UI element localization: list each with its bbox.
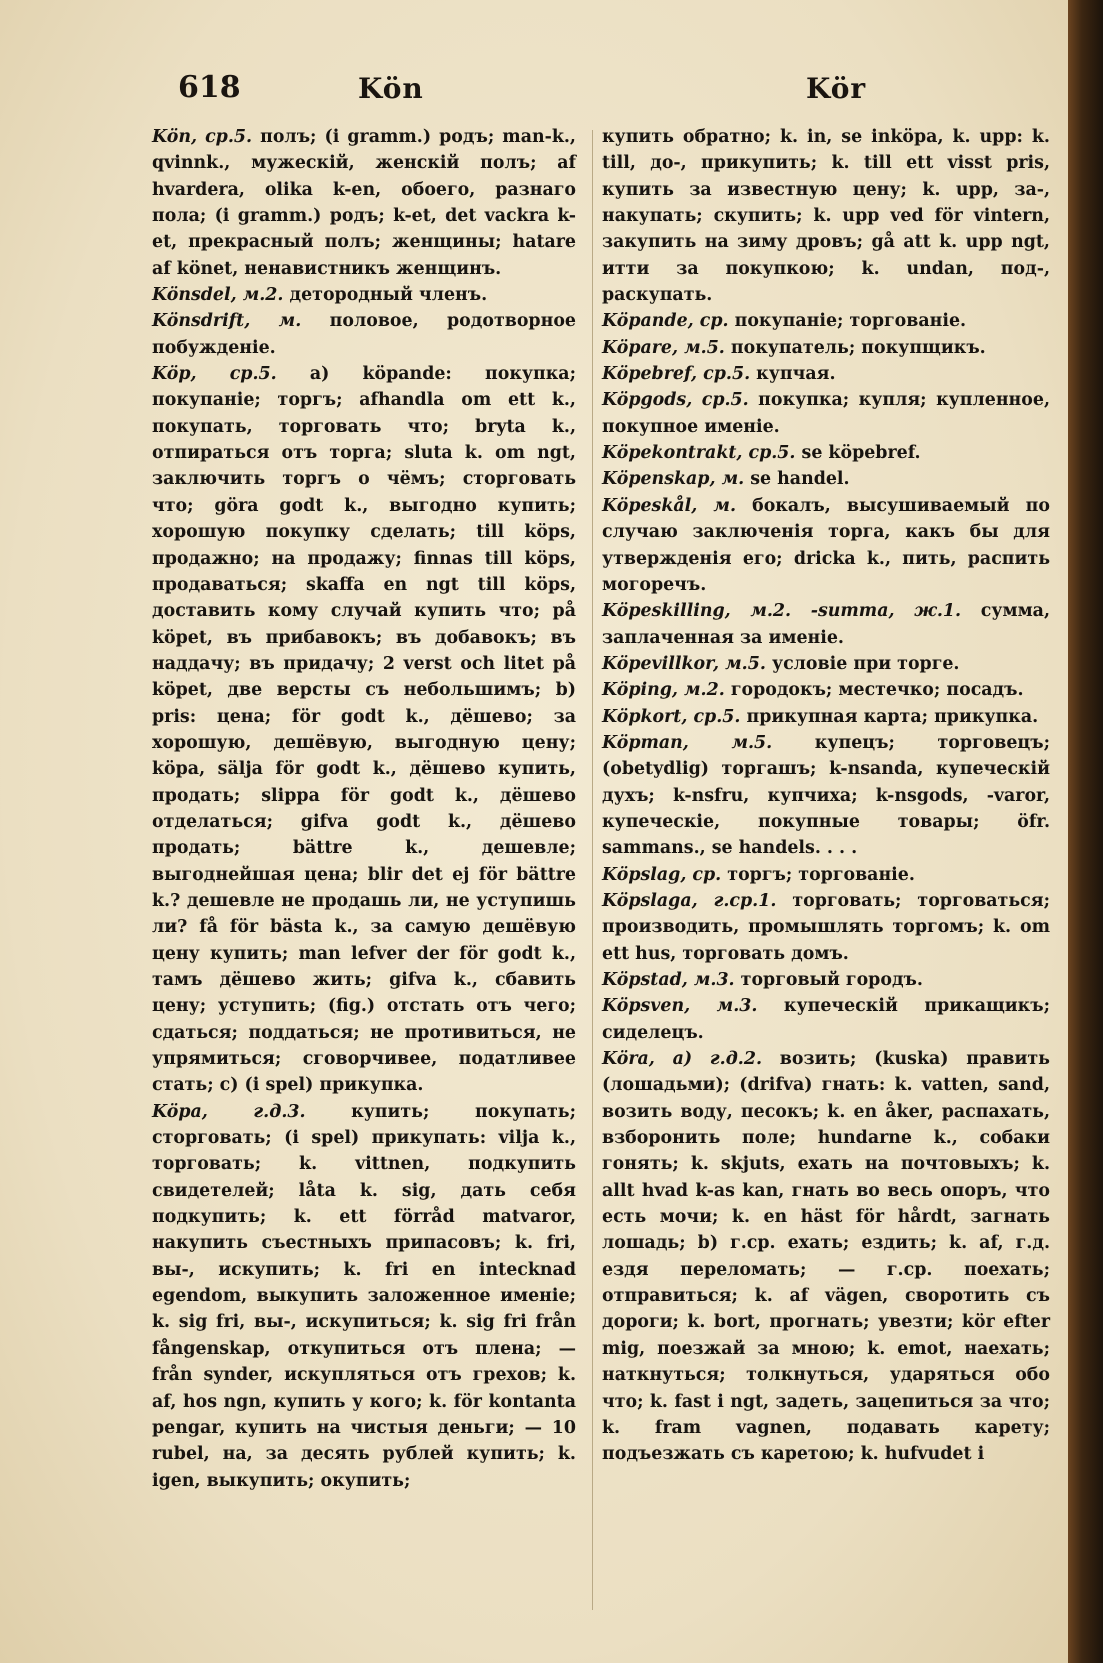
page-number: 618	[178, 70, 241, 105]
entry-headword: Köpslag,	[602, 864, 687, 885]
entry-headword: Köping,	[602, 680, 678, 701]
page-header	[0, 70, 1068, 110]
entry-headword: Köpa,	[152, 1101, 208, 1122]
entry-grammar: ср.5.	[687, 706, 741, 727]
running-head-left: Kön	[358, 72, 424, 105]
dictionary-entry	[152, 361, 576, 1099]
dictionary-entry	[602, 440, 1050, 466]
entry-grammar: ср.5.	[197, 127, 253, 147]
dictionary-entry	[602, 651, 1050, 677]
entry-headword: Köpevillkor,	[602, 653, 720, 674]
entry-grammar: г.д.3.	[207, 1101, 306, 1122]
entry-grammar: м.5.	[678, 337, 725, 358]
entry-headword: Köpare,	[602, 337, 679, 358]
entry-grammar: м.2. -summa, ж.1.	[730, 601, 962, 622]
dictionary-entry	[602, 361, 1050, 387]
entry-headword: Kön,	[152, 127, 198, 147]
dictionary-entry	[602, 704, 1050, 730]
entry-definition: покупатель; покупщикъ.	[724, 337, 986, 358]
dictionary-entry	[602, 493, 1050, 598]
entry-definition: условіе при торге.	[765, 653, 960, 674]
entry-definition: купчая.	[750, 364, 836, 385]
entry-definition: детородный членъ.	[283, 285, 488, 306]
entry-headword: Köpeskål,	[602, 495, 698, 516]
entry-grammar: ср.	[686, 864, 722, 885]
entry-grammar: ср.5.	[196, 364, 277, 385]
dictionary-entry	[602, 888, 1050, 967]
entry-definition: a) köpande: покупка; покупаніе; торгъ; afhandla om ett k., покупать, торговать что; bryta k., отпираться отъ торга; sluta k. om ngt, заключить торгъ о чёмъ; сторговать что; göra godt k., выгодно купить; хорошую покупку сделать; till köps, продажно; на продажу; finnas till köps, продаваться; skaffa en ngt till köps, доставить кому случай купить что; på köpet, въ прибавокъ; въ добавокъ; въ наддачу; въ придачу; 2 verst och litet på köpet, две версты съ небольшимъ; b) pris: цена; för godt k., дёшево; за хорошую, дешёвую, выгодную цену; köpa, sälja för godt k., дёшево купить, продать; slippa för godt k., дёшево отделаться; gifva godt k., дёшево продать; bättre k., дешевле; выгоднейшая цена; blir det ej för bättre k.? дешевле не продашь ли, не уступишь ли? få för bästa k., за самую дешёвую цену купить; man lefver der för godt k., тамъ дёшево жить; gifva k., сбавить цену; уступить; (fig.) отстать отъ чего; сдаться; поддаться; не противиться, не упрямиться; сговорчивее, податливее стать; c) (i spel) прикупка.	[152, 364, 576, 1096]
entry-grammar: ср.5.	[742, 443, 796, 464]
entry-definition: купить обратно; k. in, se inköpa, k. upp: k. till, до-, прикупить; k. till ett visst pris, купить за известную цену; k. upp, за-, накупать; скупить; k. upp ved för vintern, закупить на зиму дровъ; gå att k. upp ngt, итти за покупкою; k. undan, под-, раскупать.	[602, 127, 1050, 306]
entry-headword: Köp,	[152, 364, 197, 385]
entry-definition: половое, родотворное побужденіе.	[152, 311, 576, 358]
entry-grammar: м.5.	[688, 732, 773, 753]
entry-grammar: м.2.	[677, 680, 725, 701]
entry-grammar: ср.5.	[692, 390, 749, 411]
dictionary-entry	[602, 967, 1050, 993]
entry-definition: полъ; (i gramm.) родъ; man-k., qvinnk., мужескій, женскій полъ; af hvardera, olika k-en, обоего, разнаго пола; (i gramm.) родъ; k-et, det vackra k-et, прекрасный полъ; женщины; hatare af könet, ненавистникъ женщинъ.	[152, 127, 576, 279]
entry-grammar: м.2.	[236, 285, 284, 306]
dictionary-entry	[602, 1046, 1050, 1468]
dictionary-entry	[602, 308, 1050, 334]
entry-headword: Köpkort,	[602, 706, 688, 727]
dictionary-entry	[602, 730, 1050, 862]
running-head-right: Kör	[806, 72, 867, 105]
entry-headword: Köpekontrakt,	[602, 443, 743, 464]
column-divider	[592, 130, 593, 1610]
entry-definition: городокъ; местечко; посадъ.	[724, 680, 1024, 701]
dictionary-entry	[152, 282, 576, 308]
entry-definition: купить; покупать; сторговать; (i spel) прикупать: vilja k., торговать; k. vittnen, подкупить свидетелей; låta k. sig, дать себя подкупить; k. ett förråd matvaror, накупить съестныхъ припасовъ; k. fri, вы-, искупить; k. fri en intecknad egendom, выкупить заложенное именіе; k. sig fri, вы-, искупиться; k. sig fri från fångenskap, откупиться отъ плена; — från synder, искупляться отъ грехов; k. af, hos ngn, купить у кого; k. för kontanta pengar, купить на чистыя деньги; — 10 rubel, на, за десять рублей купить; k. igen, выкупить; окупить;	[152, 1101, 576, 1491]
dictionary-entry	[602, 677, 1050, 703]
entry-grammar: м.	[250, 311, 302, 332]
book-spine-edge	[1068, 0, 1103, 1663]
entry-grammar: г.ср.1.	[697, 890, 777, 911]
right-column	[602, 124, 1050, 1468]
dictionary-entry	[602, 387, 1050, 440]
dictionary-entry	[602, 862, 1050, 888]
entry-grammar: a) г.д.2.	[654, 1049, 763, 1070]
entry-headword: Köpeskilling,	[602, 601, 731, 622]
dictionary-entry	[152, 1099, 576, 1494]
entry-headword: Köra,	[602, 1049, 655, 1070]
entry-grammar: м.5.	[719, 653, 766, 674]
entry-definition: прикупная карта; прикупка.	[740, 706, 1039, 727]
entry-headword: Köpenskap,	[602, 469, 716, 490]
entry-definition: se köpebref.	[795, 443, 921, 464]
entry-headword: Köpande,	[602, 311, 694, 332]
left-column	[152, 124, 576, 1494]
entry-headword: Köpgods,	[602, 390, 693, 411]
entry-definition: покупка; купля; купленное, покупное именіе.	[602, 390, 1050, 437]
dictionary-entry	[602, 993, 1050, 1046]
dictionary-entry-continued	[602, 124, 1050, 308]
entry-definition: торговый городъ.	[734, 970, 923, 990]
entry-headword: Köpstad,	[602, 970, 688, 990]
entry-definition: бокалъ, высушиваемый по случаю заключенія торга, какъ бы для утвержденія его; dricka k., пить, распить могоречъ.	[602, 495, 1050, 595]
entry-headword: Köpman,	[602, 732, 689, 753]
entry-grammar: ср.5.	[697, 364, 751, 385]
entry-definition: покупаніе; торгованіе.	[728, 311, 967, 332]
dictionary-entry	[602, 598, 1050, 651]
dictionary-entry	[152, 124, 576, 282]
entry-definition: сумма, заплаченная за именіе.	[602, 601, 1051, 648]
entry-definition: купеческій прикащикъ; сиделецъ.	[602, 996, 1050, 1043]
dictionary-entry	[602, 335, 1050, 361]
dictionary-entry	[152, 308, 576, 361]
entry-headword: Könsdel,	[152, 285, 237, 306]
entry-headword: Köpsven,	[602, 996, 691, 1017]
entry-definition: возить; (kuska) править (лошадьми); (drifva) гнать: k. vatten, sand, возить воду, песокъ; k. en åker, распахать, взборонить поле; hundarne k., собаки гонять; k. skjuts, ехать на почтовыхъ; k. allt hvad k-as kan, гнать во весь опоръ, что есть мочи; k. en häst för hårdt, загнать лошадь; b) г.ср. ехать; ездить; k. af, г.д. ездя переломать; — г.ср. поехать; отправиться; k. af vägen, своротить съ дороги; k. bort, прогнать; увезти; kör efter mig, поезжай за мною; k. emot, наехать; наткнуться; толкнуться, ударяться обо что; k. fast i ngt, задеть, зацепиться за что; k. fram vagnen, подавать карету; подъезжать съ каретою; k. hufvudet i	[602, 1049, 1050, 1465]
entry-grammar: м.3.	[687, 970, 735, 990]
entry-headword: Könsdrift,	[152, 311, 251, 332]
entry-definition: se handel.	[744, 469, 850, 490]
entry-definition: купецъ; торговецъ; (obetydlig) торгашъ; k-nsanda, купеческій духъ; k-nsfru, купчиха; k-nsgods, -varor, купеческіе, покупные товары; öfr. sammans., se handels. . . .	[602, 732, 1051, 859]
entry-definition: торгъ; торгованіе.	[721, 864, 915, 885]
entry-grammar: м.	[697, 495, 737, 516]
entry-grammar: м.3.	[690, 996, 758, 1017]
entry-headword: Köpebref,	[602, 364, 698, 385]
dictionary-entry	[602, 466, 1050, 492]
entry-definition: торговать; торговаться; производить, промышлять торгомъ; k. om ett hus, торговать домъ.	[602, 890, 1050, 964]
entry-grammar: ср.	[693, 311, 729, 332]
entry-headword: Köpslaga,	[602, 890, 698, 911]
entry-grammar: м.	[715, 469, 745, 490]
